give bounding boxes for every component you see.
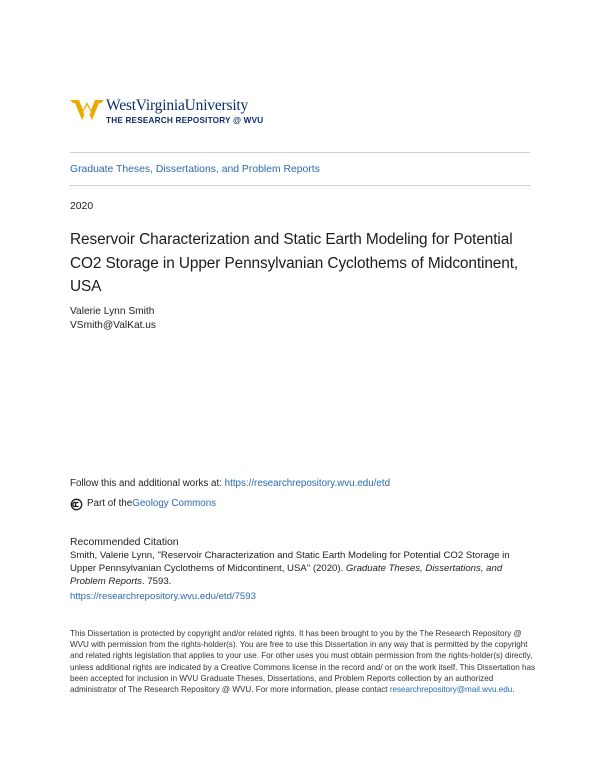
part-of-line <box>70 497 216 511</box>
citation-text <box>70 549 532 588</box>
divider-bottom <box>70 185 530 186</box>
document-title: Reservoir Characterization and Static Earth Modeling for Potential CO2 Storage in Upper Pennsylvanian Cyclothems of Midcontinent, USA <box>70 231 519 295</box>
publication-year: 2020 <box>70 201 94 212</box>
collection-line <box>70 163 320 177</box>
citation-url-link[interactable]: https://researchrepository.wvu.edu/etd/7593 <box>70 591 256 602</box>
citation-series: Graduate Theses, Dissertations, and Problem Reports <box>70 563 503 587</box>
follow-prefix: Follow this and additional works at: <box>70 478 225 489</box>
wvu-flying-wv-icon <box>70 98 104 122</box>
logo-repository-name: THE RESEARCH REPOSITORY @ WVU <box>106 116 264 125</box>
geology-commons-link[interactable]: Geology Commons <box>132 498 217 509</box>
author-name: Valerie Lynn Smith <box>70 306 155 317</box>
recommended-citation-heading: Recommended Citation <box>70 537 179 548</box>
follow-url-link[interactable]: https://researchrepository.wvu.edu/etd <box>224 478 391 489</box>
citation-url-line <box>70 590 256 603</box>
wvu-repository-logo[interactable] <box>70 97 310 131</box>
follow-line <box>70 477 390 491</box>
collection-link[interactable]: Graduate Theses, Dissertations, and Problem Reports <box>70 164 320 175</box>
creative-commons-icon <box>70 498 83 511</box>
logo-university-name: WestVirginiaUniversity <box>106 97 249 114</box>
divider-top <box>70 152 530 153</box>
contact-email-link[interactable]: researchrepository@mail.wvu.edu <box>389 685 513 695</box>
citation-plain: Smith, Valerie Lynn, "Reservoir Characterization and Static Earth Modeling for Potential CO2 Storage in Upper Pennsylvanian Cyclothems of Midcontinent, USA" (2020). <box>70 550 510 574</box>
rights-statement <box>70 628 536 695</box>
rights-text: This Dissertation is protected by copyright and/or related rights. It has been brought to you by the The Research Repository @ WVU with permission from the rights-holder(s). You are free to use this Dissertation in any way that is permitted by the copyright and related rights legislation that applies to your use. For other uses you must obtain permission from the rights-holder(s) directly, unless additional rights are indicated by a Creative Commons license in the record and/ or on the work itself. This Dissertation has been accepted for inclusion in WVU Graduate Theses, Dissertations, and Problem Reports collection by an authorized administrator of The Research Repository @ WVU. For more information, please contact <box>70 629 536 695</box>
part-of-prefix: Part of the <box>87 498 133 509</box>
author-email: VSmith@ValKat.us <box>70 320 157 331</box>
citation-end: . 7593. <box>141 576 172 587</box>
rights-end: . <box>512 685 515 695</box>
